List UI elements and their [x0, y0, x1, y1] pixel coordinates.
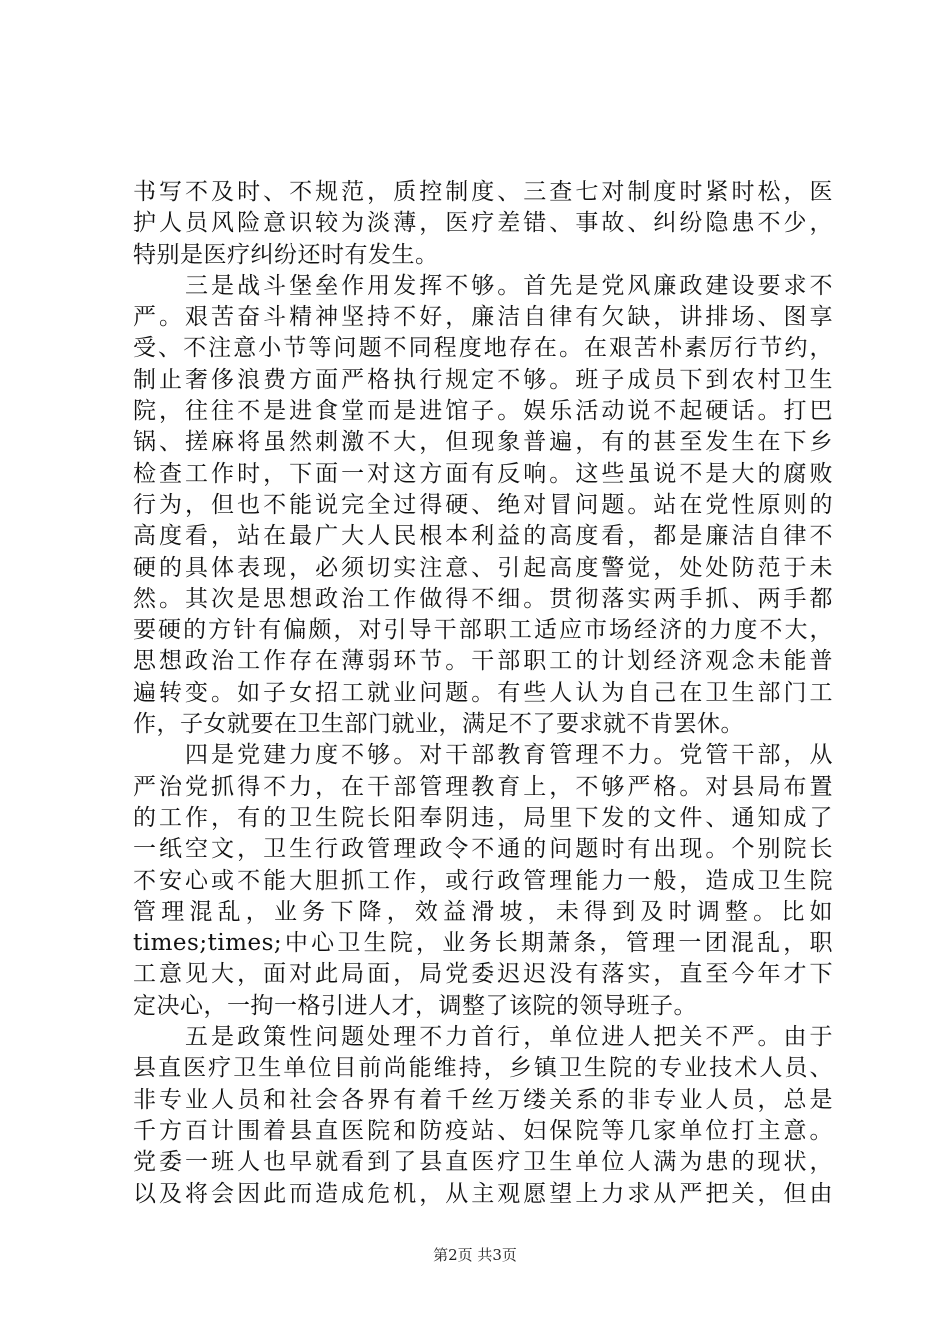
text-line: 作，子女就要在卫生部门就业，满足不了要求就不肯罢休。	[133, 711, 744, 738]
text-line: 护人员风险意识较为淡薄，医疗差错、事故、纠纷隐患不少，	[133, 210, 833, 237]
text-line: 严。艰苦奋斗精神坚持不好，廉洁自律有欠缺，讲排场、图享	[133, 304, 833, 331]
text-line: 四是党建力度不够。对干部教育管理不力。党管干部，从	[133, 742, 833, 769]
text-line: 书写不及时、不规范，质控制度、三查七对制度时紧时松，医	[133, 179, 833, 205]
text-line: 党委一班人也早就看到了县直医疗卫生单位人满为患的现状，	[133, 1149, 833, 1176]
text-line: 一纸空文，卫生行政管理政令不通的问题时有出现。个别院长	[133, 836, 833, 863]
text-line: 不安心或不能大胆抓工作，或行政管理能力一般，造成卫生院	[133, 867, 833, 894]
text-line: 高度看，站在最广大人民根本利益的高度看，都是廉洁自律不	[133, 523, 833, 550]
text-line: 非专业人员和社会各界有着千丝万缕关系的非专业人员，总是	[133, 1086, 833, 1113]
text-line: 然。其次是思想政治工作做得不细。贯彻落实两手抓、两手都	[133, 585, 833, 612]
text-line: 制止奢侈浪费方面严格执行规定不够。班子成员下到农村卫生	[133, 366, 833, 393]
text-line: 五是政策性问题处理不力首行，单位进人把关不严。由于	[133, 1024, 833, 1051]
page-footer: 第2页 共3页	[433, 1246, 517, 1264]
text-line: 县直医疗卫生单位目前尚能维持，乡镇卫生院的专业技术人员、	[133, 1055, 833, 1082]
document-body	[133, 177, 833, 1210]
text-line: 以及将会因此而造成危机，从主观愿望上力求从严把关，但由	[133, 1180, 833, 1207]
text-line: 院，往往不是进食堂而是进馆子。娱乐活动说不起硬话。打巴	[133, 398, 833, 425]
text-line: 特别是医疗纠纷还时有发生。	[133, 241, 439, 268]
text-line: 锅、搓麻将虽然刺激不大，但现象普遍，有的甚至发生在下乡	[133, 429, 833, 456]
text-line: 千方百计围着县直医院和防疫站、妇保院等几家单位打主意。	[133, 1117, 833, 1144]
text-line: 受、不注意小节等问题不同程度地存在。在艰苦朴素厉行节约，	[133, 335, 833, 362]
text-line: 硬的具体表现，必须切实注意、引起高度警觉，处处防范于未	[133, 554, 833, 581]
text-line: 要硬的方针有偏颇，对引导干部职工适应市场经济的力度不大，	[133, 617, 833, 644]
text-line: 定决心，一拘一格引进人才，调整了该院的领导班子。	[133, 992, 697, 1019]
text-line: 的工作，有的卫生院长阳奉阴违，局里下发的文件、通知成了	[133, 804, 833, 831]
text-line: 三是战斗堡垒作用发挥不够。首先是党风廉政建设要求不	[133, 272, 833, 299]
text-line: 严治党抓得不力，在干部管理教育上，不够严格。对县局布置	[133, 773, 833, 800]
text-line: 检查工作时，下面一对这方面有反响。这些虽说不是大的腐败	[133, 460, 833, 487]
text-line: 思想政治工作存在薄弱环节。干部职工的计划经济观念未能普	[133, 648, 833, 675]
text-line: 遍转变。如子女招工就业问题。有些人认为自己在卫生部门工	[133, 679, 833, 706]
text-line: 行为，但也不能说完全过得硬、绝对冒问题。站在党性原则的	[133, 491, 833, 518]
text-line: times;times;中心卫生院，业务长期萧条，管理一团混乱，职	[133, 930, 833, 957]
text-line: 工意见大，面对此局面，局党委迟迟没有落实，直至今年才下	[133, 961, 833, 988]
text-line: 管理混乱，业务下降，效益滑坡，未得到及时调整。比如	[133, 898, 833, 925]
